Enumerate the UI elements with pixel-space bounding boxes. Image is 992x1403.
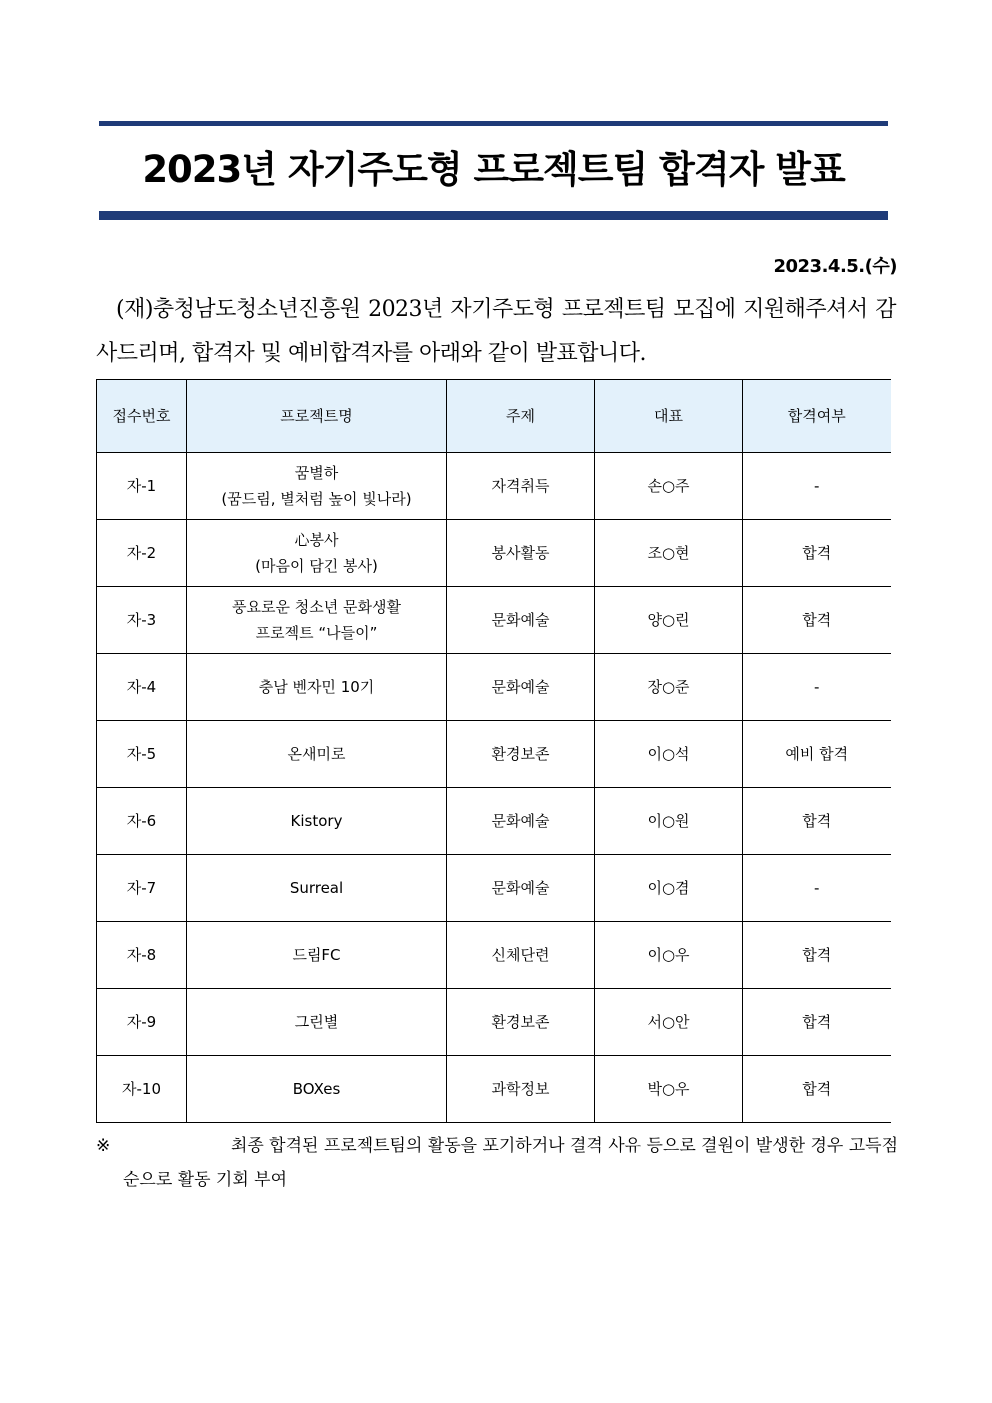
cell-project: 충남 벤자민 10기 [187, 654, 447, 721]
cell-project [187, 520, 447, 587]
cell-leader: 이○겸 [595, 855, 743, 922]
cell-id: 자-1 [97, 453, 187, 520]
title-top-rule [99, 121, 888, 126]
cell-leader: 장○준 [595, 654, 743, 721]
cell-topic: 문화예술 [447, 788, 595, 855]
table-row [97, 453, 891, 520]
cell-result: 합격 [743, 788, 891, 855]
cell-result: - [743, 453, 891, 520]
table-row [97, 788, 891, 855]
intro-paragraph: (재)충청남도청소년진흥원 2023년 자기주도형 프로젝트팀 모집에 지원해주셔서 감사드리며, 합격자 및 예비합격자를 아래와 같이 발표합니다. [96, 297, 896, 366]
cell-project: 드림FC [187, 922, 447, 989]
project-name: 꿈별하 [294, 464, 339, 482]
cell-result: 예비 합격 [743, 721, 891, 788]
project-name: 풍요로운 청소년 문화생활 [232, 598, 401, 616]
cell-result: 합격 [743, 989, 891, 1056]
cell-topic: 신체단련 [447, 922, 595, 989]
cell-id: 자-9 [97, 989, 187, 1056]
cell-id: 자-5 [97, 721, 187, 788]
cell-result: - [743, 654, 891, 721]
table-header-row [97, 380, 891, 453]
cell-id: 자-8 [97, 922, 187, 989]
project-subtitle: (꿈드림, 별처럼 높이 빛나라) [221, 490, 412, 508]
table-row [97, 989, 891, 1056]
cell-leader: 박○우 [595, 1056, 743, 1123]
project-name: 心봉사 [294, 531, 339, 549]
announcement-date: 2023.4.5.(수) [773, 256, 897, 277]
cell-project [187, 453, 447, 520]
cell-project: Surreal [187, 855, 447, 922]
cell-id: 자-7 [97, 855, 187, 922]
project-subtitle: 프로젝트 “나들이” [255, 624, 378, 642]
cell-id: 자-10 [97, 1056, 187, 1123]
table-row [97, 721, 891, 788]
footnote-text-1: 최종 합격된 프로젝트팀의 활동을 포기하거나 결격 사유 등으로 결원이 발생한 경우 고득점 [230, 1136, 898, 1156]
header-cell-project: 프로젝트명 [187, 380, 447, 453]
header-cell-topic: 주제 [447, 380, 595, 453]
header-cell-id: 접수번호 [97, 380, 187, 453]
table-row [97, 654, 891, 721]
cell-project: Kistory [187, 788, 447, 855]
table-row [97, 855, 891, 922]
title-bottom-rule [99, 211, 888, 220]
cell-id: 자-3 [97, 587, 187, 654]
table-row [97, 520, 891, 587]
cell-leader: 이○원 [595, 788, 743, 855]
project-subtitle: (마음이 담긴 봉사) [255, 557, 378, 575]
cell-id: 자-6 [97, 788, 187, 855]
cell-topic: 봉사활동 [447, 520, 595, 587]
table-row [97, 587, 891, 654]
cell-id: 자-2 [97, 520, 187, 587]
cell-topic: 과학정보 [447, 1056, 595, 1123]
header-cell-result: 합격여부 [743, 380, 891, 453]
footnote-line-2: 순으로 활동 기회 부여 [123, 1170, 288, 1190]
cell-leader: 이○우 [595, 922, 743, 989]
footnote [96, 1129, 898, 1197]
cell-result: 합격 [743, 520, 891, 587]
cell-leader: 손○주 [595, 453, 743, 520]
cell-topic: 문화예술 [447, 855, 595, 922]
table-row [97, 1056, 891, 1123]
cell-project: 온새미로 [187, 721, 447, 788]
cell-leader: 이○석 [595, 721, 743, 788]
cell-topic: 환경보존 [447, 721, 595, 788]
cell-leader: 양○린 [595, 587, 743, 654]
cell-leader: 서○안 [595, 989, 743, 1056]
cell-topic: 자격취득 [447, 453, 595, 520]
cell-result: 합격 [743, 587, 891, 654]
footnote-line-1 [96, 1129, 898, 1163]
reference-mark: ※ [96, 1136, 111, 1156]
cell-project [187, 587, 447, 654]
results-table [96, 379, 891, 1123]
cell-result: 합격 [743, 922, 891, 989]
cell-topic: 환경보존 [447, 989, 595, 1056]
cell-project: BOXes [187, 1056, 447, 1123]
cell-id: 자-4 [97, 654, 187, 721]
header-cell-leader: 대표 [595, 380, 743, 453]
cell-leader: 조○현 [595, 520, 743, 587]
page-title: 2023년 자기주도형 프로젝트팀 합격자 발표 [142, 148, 845, 191]
cell-project: 그린별 [187, 989, 447, 1056]
table-row [97, 922, 891, 989]
cell-topic: 문화예술 [447, 654, 595, 721]
cell-topic: 문화예술 [447, 587, 595, 654]
cell-result: - [743, 855, 891, 922]
cell-result: 합격 [743, 1056, 891, 1123]
